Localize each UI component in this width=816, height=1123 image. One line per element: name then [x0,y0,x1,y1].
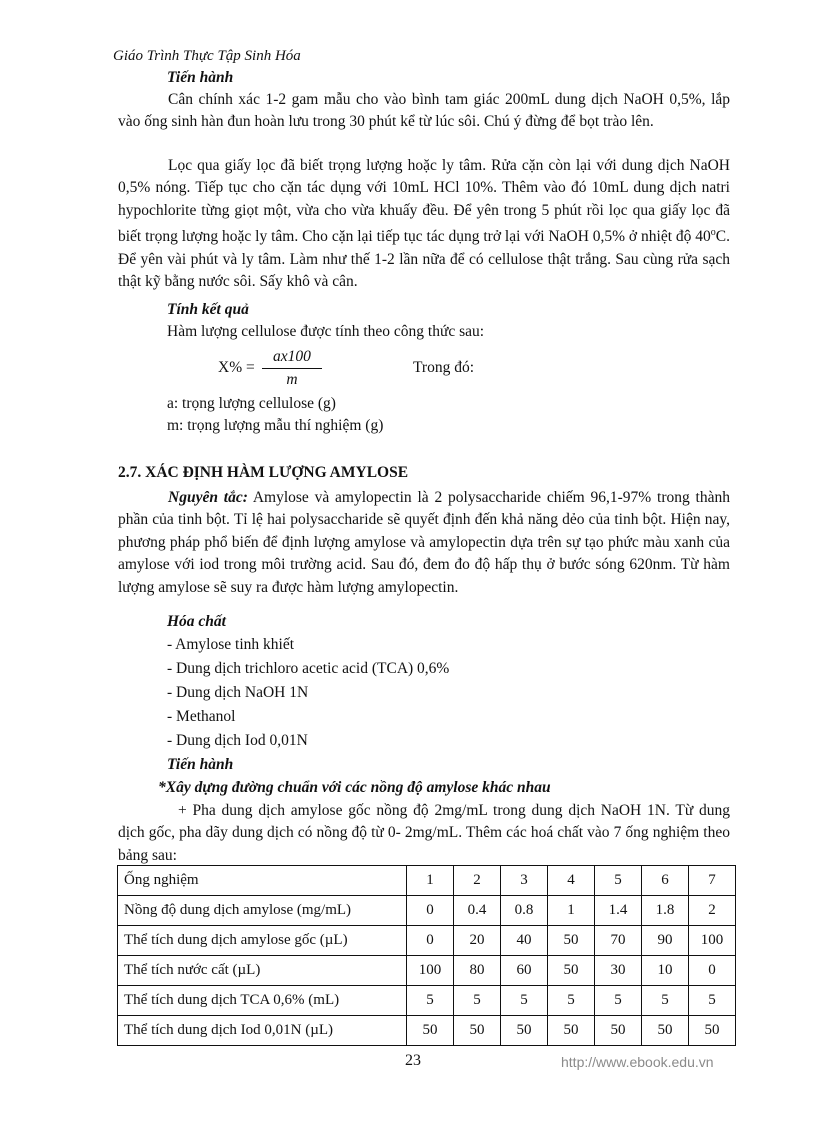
footer-url: http://www.ebook.edu.vn [561,1054,714,1070]
table-cell: 1.4 [595,896,642,926]
formula-intro: Hàm lượng cellulose được tính theo công thức sau: [167,323,485,340]
table-cell: 50 [501,1016,548,1046]
table-cell: 1 [548,896,595,926]
table-row [118,1016,736,1046]
table-cell: 60 [501,956,548,986]
table-cell: 5 [407,986,454,1016]
procedure-heading: Tiến hành [167,69,234,86]
principle-label: Nguyên tắc: [168,489,248,506]
table-cell: 5 [595,866,642,896]
table-cell: 70 [595,926,642,956]
table-cell: 1.8 [642,896,689,926]
variable-m: m: trọng lượng mẫu thí nghiệm (g) [167,417,384,434]
table-cell: 3 [501,866,548,896]
table-row [118,956,736,986]
table-cell: Ống nghiệm [118,866,407,896]
paragraph-filter-wash-part1: Lọc qua giấy lọc đã biết trọng lượng hoặc ly tâm. Rửa cặn còn lại với dung dịch NaOH 0,5% nóng. Tiếp tục cho cặn tác dụng với 10mL HCl 10%. Thêm vào đó 10mL dung dịch natri hypochlorite từng giọt một, vừa cho vừa khuấy đều. Để yên trong 5 phút rồi lọc qua giấy lọc đã biết trọng lượng hoặc ly tâm. Cho cặn lại tiếp tục tác dụng trở lại với NaOH 0,5% ở nhiệt độ 40 [118,157,730,246]
formula-where: Trong đó: [413,359,475,376]
principle-text: Amylose và amylopectin là 2 polysaccharide chiếm 96,1-97% trong thành phần của tinh bột. Tỉ lệ hai polysaccharide sẽ quyết định đến khả năng dẻo của tinh bột. Hiện nay, phương pháp phổ biến để định lượng amylose và amylopectin dựa trên sự tạo phức màu xanh của amylose với iod trong môi trường acid. Sau đó, đem đo độ hấp thụ ở bước sóng 620nm. Từ hàm lượng amylose sẽ suy ra được hàm lượng amylopectin. [118,489,730,596]
table-cell: Nồng độ dung dịch amylose (mg/mL) [118,896,407,926]
page-header: Giáo Trình Thực Tập Sinh Hóa [113,48,301,64]
table-cell: 0.8 [501,896,548,926]
formula-denominator: m [286,371,298,388]
chemical-item: - Amylose tinh khiết [167,636,295,653]
table-cell: 50 [595,1016,642,1046]
table-cell: 4 [548,866,595,896]
paragraph-filter-wash-part2: C. Để yên vài phút và ly tâm. Làm như thế 1-2 lần nữa để có cellulose thật trắng. Sau cùng rửa sạch thật kỹ bằng nước sôi. Sấy khô và cân. [118,228,730,291]
table-cell: 0 [407,896,454,926]
page-number: 23 [405,1052,421,1069]
table-cell: 1 [407,866,454,896]
table-cell: 40 [501,926,548,956]
table-cell: 6 [642,866,689,896]
table-cell: 0.4 [454,896,501,926]
result-heading: Tính kết quả [167,301,249,318]
table-cell: 50 [454,1016,501,1046]
table-cell: 5 [595,986,642,1016]
table-cell: 100 [689,926,736,956]
variable-a: a: trọng lượng cellulose (g) [167,395,336,412]
table-cell: 2 [689,896,736,926]
table-cell: 50 [548,926,595,956]
table-cell: 5 [548,986,595,1016]
table-cell: 5 [642,986,689,1016]
formula-lhs: X% = [218,359,255,376]
formula-numerator: ax100 [262,348,322,369]
chemical-item: - Methanol [167,708,236,725]
table-cell: 50 [548,956,595,986]
formula-fraction [262,348,322,389]
paragraph-sample-boil: Cân chính xác 1-2 gam mẫu cho vào bình tam giác 200mL dung dịch NaOH 0,5%, lắp vào ống sinh hàn đun hoàn lưu trong 30 phút kể từ lúc sôi. Chú ý đừng để bọt trào lên. [118,91,730,131]
reagent-table-body [118,866,736,1046]
table-cell: 5 [501,986,548,1016]
chemical-item: - Dung dịch Iod 0,01N [167,732,308,749]
reagent-table [117,865,736,1046]
table-cell: 0 [407,926,454,956]
curve-heading: *Xây dựng đường chuẩn với các nồng độ amylose khác nhau [158,779,551,796]
table-cell: 5 [454,986,501,1016]
table-cell: 80 [454,956,501,986]
degree-superscript: o [710,227,716,239]
table-cell: 30 [595,956,642,986]
curve-paragraph: + Pha dung dịch amylose gốc nồng độ 2mg/mL trong dung dịch NaOH 1N. Từ dung dịch gốc, pha dãy dung dịch có nồng độ từ 0- 2mg/mL. Thêm các hoá chất vào 7 ống nghiệm theo bảng sau: [118,802,730,864]
table-cell: 10 [642,956,689,986]
table-row [118,896,736,926]
chemical-item: - Dung dịch NaOH 1N [167,684,309,701]
table-cell: 90 [642,926,689,956]
table-cell: 50 [689,1016,736,1046]
table-cell: Thể tích dung dịch amylose gốc (µL) [118,926,407,956]
chemicals-heading: Hóa chất [167,613,226,630]
table-cell: Thể tích dung dịch TCA 0,6% (mL) [118,986,407,1016]
table-cell: 5 [689,986,736,1016]
table-cell: 100 [407,956,454,986]
table-cell: 2 [454,866,501,896]
section-title: 2.7. XÁC ĐỊNH HÀM LƯỢNG AMYLOSE [118,464,409,481]
table-row [118,866,736,896]
table-cell: 50 [548,1016,595,1046]
principle-paragraph [118,487,730,599]
table-cell: 50 [407,1016,454,1046]
procedure-heading-2: Tiến hành [167,756,234,773]
table-cell: 0 [689,956,736,986]
table-cell: Thể tích nước cất (µL) [118,956,407,986]
table-row [118,986,736,1016]
table-cell: 20 [454,926,501,956]
table-cell: 50 [642,1016,689,1046]
paragraph-filter-wash [118,155,730,294]
table-row [118,926,736,956]
table-cell: 7 [689,866,736,896]
table-cell: Thể tích dung dịch Iod 0,01N (µL) [118,1016,407,1046]
chemical-item: - Dung dịch trichloro acetic acid (TCA) 0,6% [167,660,450,677]
